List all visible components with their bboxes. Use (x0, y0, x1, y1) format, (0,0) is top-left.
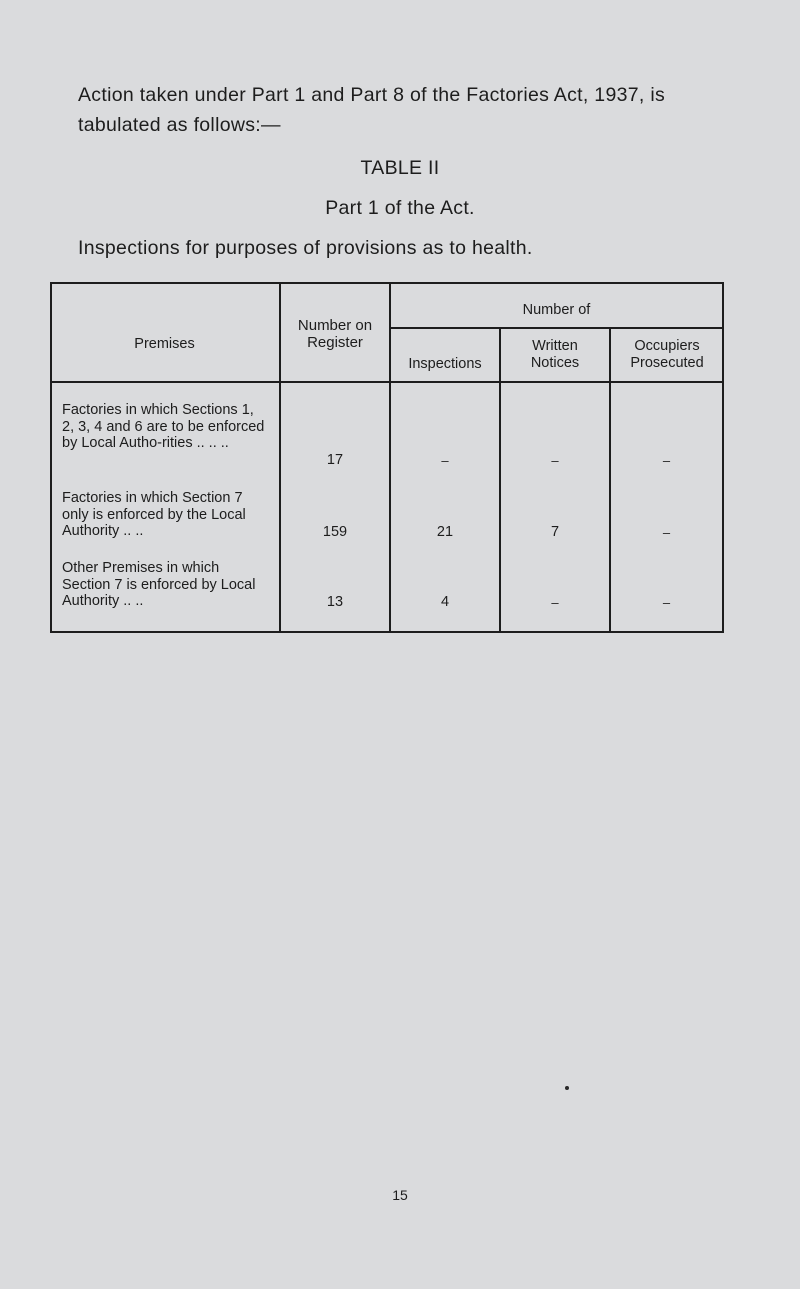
row-1-premises: Factories in which Sections 1, 2, 3, 4 and 6 are to be enforced by Local Autho-rities .. .. .. (62, 402, 265, 451)
print-speck (565, 1086, 569, 1090)
number-of-subheader-rule (390, 327, 724, 329)
row-1-register: 17 (326, 452, 344, 468)
row-3-occupiers-prosecuted: – (662, 595, 671, 610)
table-left-border (50, 282, 52, 633)
page-number: 15 (392, 1187, 408, 1203)
table-title: TABLE II (360, 157, 440, 179)
row-1-occupiers-prosecuted: – (662, 453, 671, 468)
header-inspections: Inspections (408, 356, 482, 372)
row-3-register: 13 (326, 594, 344, 610)
column-divider (499, 327, 501, 633)
header-premises: Premises (134, 336, 195, 352)
row-2-inspections: 21 (436, 524, 454, 540)
table-subtitle: Inspections for purposes of provisions as to health. (78, 237, 533, 259)
header-number-on-register: Number on Register (297, 317, 373, 351)
row-2-premises: Factories in which Section 7 only is enforced by the Local Authority .. .. (62, 490, 246, 539)
header-occupiers-prosecuted: Occupiers Prosecuted (630, 338, 704, 371)
health-inspections-table (50, 282, 724, 634)
row-3-written-notices: – (551, 595, 559, 610)
header-number-of: Number of (522, 302, 591, 318)
row-1-written-notices: – (551, 453, 559, 468)
column-divider (609, 327, 611, 633)
intro-paragraph: Action taken under Part 1 and Part 8 of the Factories Act, 1937, is tabulated as follows:— (78, 84, 666, 136)
table-top-rule (50, 282, 724, 284)
header-written-notices: Written Notices (530, 338, 580, 371)
table-right-border (722, 282, 724, 633)
table-bottom-rule (50, 631, 724, 633)
part-heading: Part 1 of the Act. (325, 197, 475, 219)
header-bottom-rule (50, 381, 724, 383)
row-2-register: 159 (322, 524, 348, 540)
row-1-inspections: – (441, 453, 449, 468)
row-3-inspections: 4 (440, 594, 450, 610)
row-3-premises: Other Premises in which Section 7 is enforced by Local Authority .. .. (62, 560, 256, 609)
row-2-occupiers-prosecuted: – (662, 525, 671, 540)
row-2-written-notices: 7 (550, 524, 560, 540)
